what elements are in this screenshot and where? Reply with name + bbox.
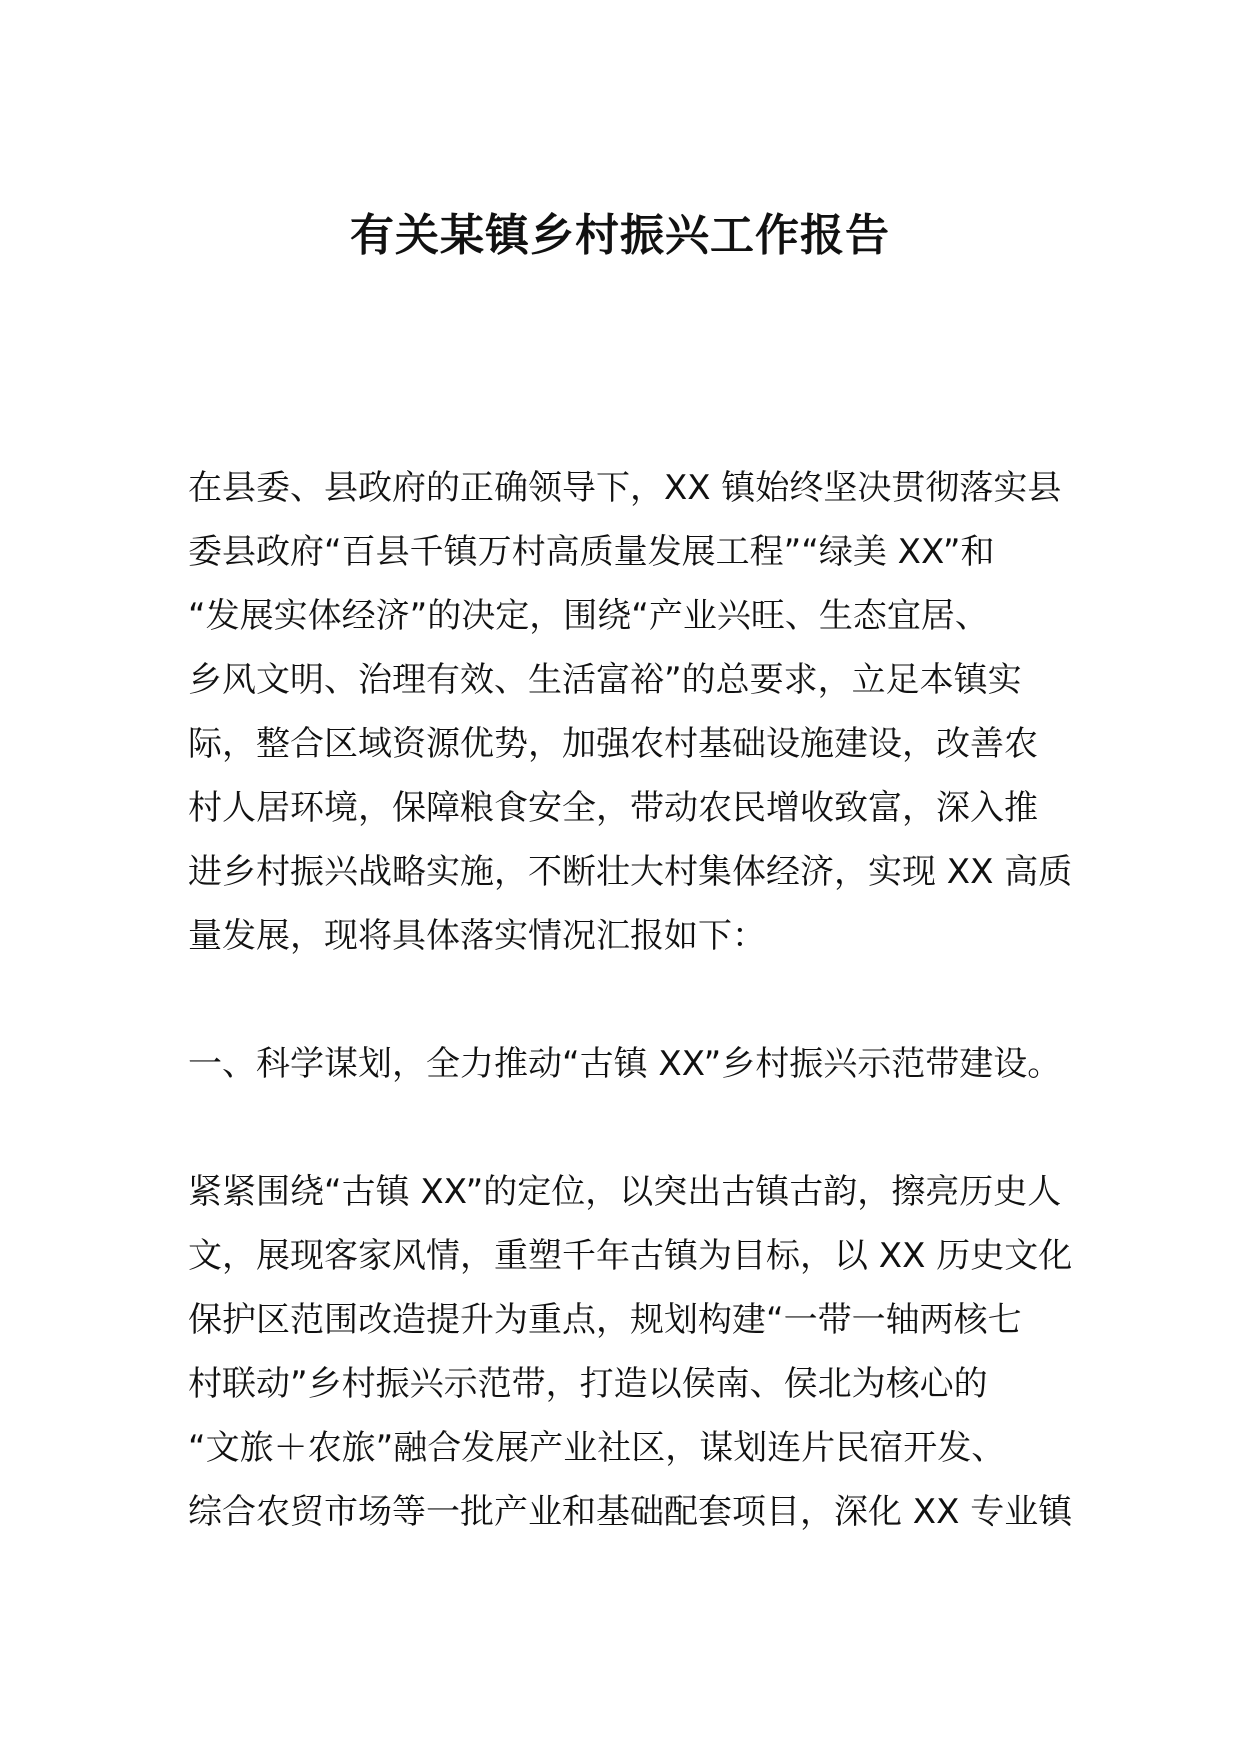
paragraph-line: 委县政府“百县千镇万村高质量发展工程”“绿美 XX”和: [188, 532, 995, 572]
paragraph-line: 在县委、县政府的正确领导下，XX 镇始终坚决贯彻落实县: [188, 468, 1062, 508]
paragraph-line: “发展实体经济”的决定，围绕“产业兴旺、生态宜居、: [188, 596, 989, 636]
paragraph-line: 乡风文明、治理有效、生活富裕”的总要求，立足本镇实: [188, 660, 1022, 700]
document-body: [188, 456, 1073, 1544]
paragraph-line: 文，展现客家风情，重塑千年古镇为目标，以 XX 历史文化: [188, 1236, 1073, 1276]
paragraph-line: 综合农贸市场等一批产业和基础配套项目，深化 XX 专业镇: [188, 1492, 1073, 1532]
paragraph-line: 进乡村振兴战略实施，不断壮大村集体经济，实现 XX 高质: [188, 852, 1073, 892]
section-paragraph: [188, 1160, 1073, 1544]
paragraph-spacer: [188, 1096, 1058, 1160]
paragraph-spacer: [188, 968, 1058, 1032]
paragraph-line: 村人居环境，保障粮食安全，带动农民增收致富，深入推: [188, 788, 1038, 828]
paragraph-line: 际，整合区域资源优势，加强农村基础设施建设，改善农: [188, 724, 1038, 764]
document-title: 有关某镇乡村振兴工作报告: [350, 210, 890, 261]
paragraph-line: “文旅＋农旅”融合发展产业社区，谋划连片民宿开发、: [188, 1428, 1006, 1468]
section-heading: 一、科学谋划，全力推动“古镇 XX”乡村振兴示范带建设。: [188, 1044, 1062, 1084]
paragraph-line: 量发展，现将具体落实情况汇报如下：: [188, 916, 766, 956]
paragraph-line: 村联动”乡村振兴示范带，打造以侯南、侯北为核心的: [188, 1364, 988, 1404]
paragraph-line: 紧紧围绕“古镇 XX”的定位，以突出古镇古韵，擦亮历史人: [188, 1172, 1062, 1212]
paragraph-line: 保护区范围改造提升为重点，规划构建“一带一轴两核七: [188, 1300, 1022, 1340]
intro-paragraph: [188, 456, 1073, 968]
